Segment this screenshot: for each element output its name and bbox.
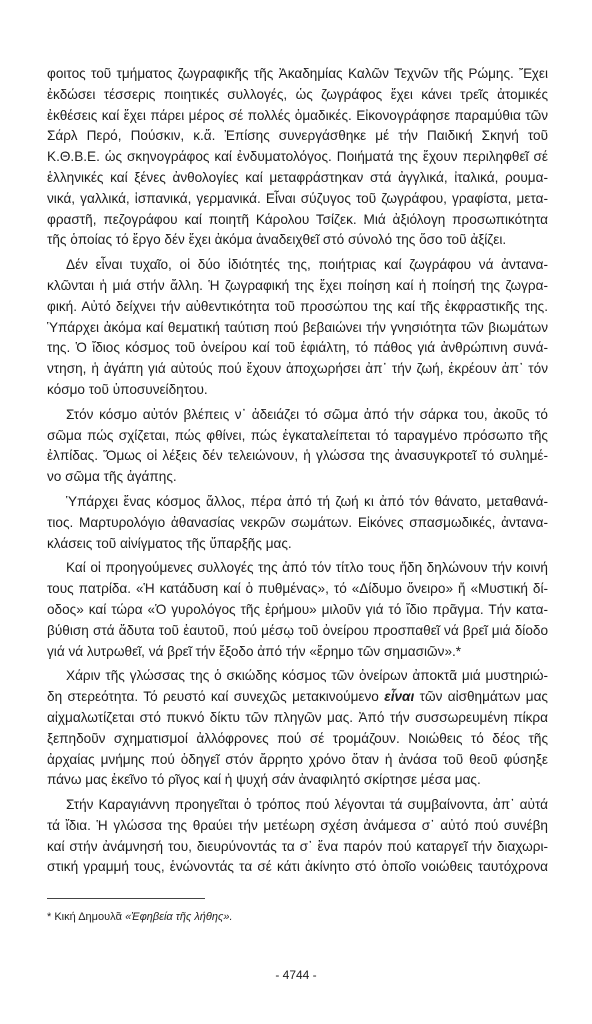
text-line	[47, 467, 548, 488]
footnote	[47, 909, 233, 925]
paragraph	[47, 64, 548, 251]
text-line	[47, 446, 548, 467]
line-text: ἐκδώσει τέσσερις ποιητικές συλλογές, ὡς ζωγράφος ἔχει κάνει τρεῖς ἀτομικές	[47, 86, 548, 102]
footnote-title: «Ἐφηβεία τῆς λήθης».	[125, 911, 233, 923]
paragraph	[47, 255, 548, 401]
text-line	[47, 600, 548, 621]
line-segment: τῶν αἰσθημάτων μας	[414, 689, 548, 705]
line-text: βύθιση στά ἄδυτα τοῦ ἑαυτοῦ, πού μέσῳ τοῦ ὀνείρου προσπαθεῖ νά βρεῖ μιά δίοδο	[47, 622, 548, 638]
text-line	[47, 210, 548, 231]
line-text: Δέν εἶναι τυχαῖο, οἱ δύο ἰδιότητές της, ποιήτριας καί ζωγράφου νά ἀντανα-	[66, 257, 548, 273]
text-line	[47, 857, 548, 878]
line-text: Σάρλ Περό, Πούσκιν, κ.ἄ. Ἐπίσης συνεργάσθηκε μέ τήν Παιδική Σκηνή τοῦ	[47, 128, 548, 144]
text-line	[47, 230, 548, 251]
line-text: τους πατρίδα. «Ἡ κατάδυση καί ὁ πυθμένας», τό «Δίδυμο ὄνειρο» ἤ «Μυστική δί-	[47, 581, 548, 597]
line-text: Χάριν τῆς γλώσσας της ὁ σκιώδης κόσμος τῶν ὀνείρων ἀποκτᾶ μιά μυστηριώ-	[66, 668, 548, 684]
line-text: κόσμο τοῦ ὑποσυνείδητου.	[47, 381, 208, 397]
text-line	[47, 426, 548, 447]
line-text: Ὑπάρχει ἕνας κόσμος ἄλλος, πέρα ἀπό τή ζωή κι ἀπό τόν θάνατο, μεταθανά-	[66, 493, 548, 509]
text-line	[47, 405, 548, 426]
line-text: τιος. Μαρτυρολόγιο ἀθανασίας νεκρῶν σωμάτων. Εἰκόνες σπασμωδικές, ἀντανα-	[47, 514, 548, 530]
line-text: της. Ὁ ἴδιος κόσμος τοῦ ὀνείρου καί τοῦ ἐφιάλτη, τό πάθος γιά ἀνθρώπινη συνά-	[47, 340, 548, 356]
text-line	[47, 513, 548, 534]
paragraph	[47, 558, 548, 662]
text-line	[47, 770, 548, 791]
line-text: ντηση, ἡ ἀγάπη γιά αὐτούς πού ἔχουν ἀποχωρήσει ἀπ᾽ τήν ζωή, ἐκρέουν ἀπ᾽ τόν	[47, 361, 548, 377]
footnote-marker: *	[47, 911, 52, 923]
text-line	[47, 816, 548, 837]
line-text: αἰχμαλωτίζεται στό πυκνό δίκτυ τῶν πληγῶν μας. Ἀπό τήν συσσωρευμένη πίκρα	[47, 709, 548, 725]
page-body	[47, 64, 548, 878]
line-text: ἐκθέσεις καί ἔχει πάρει μέρος σέ πολλές ὁμαδικές. Εἰκονογράφησε παραμύθια τῶν	[47, 107, 548, 123]
line-text: ἑλληνικές καί ξένες ἀνθολογίες καί μεταφράστηκαν στά ἀγγλικά, ἰταλικά, ρουμα-	[47, 169, 548, 185]
text-line	[47, 297, 548, 318]
line-segment: δη στερεότητα. Τό ρευστό καί συνεχῶς μετακινούμενο	[47, 689, 385, 705]
text-line	[47, 359, 548, 380]
text-line	[47, 534, 548, 555]
line-text: κλῶνται ἡ μιά στήν ἄλλη. Ἡ ζωγραφική της ἔχει ποίηση καί ἡ ποίησή της ζωγρα-	[47, 277, 548, 293]
line-text: ἐλπίδας. Ὅμως οἱ λέξεις δέν τελειώνουν, ἡ γλώσσα της ἀνασυγκροτεῖ τό συλημέ-	[47, 448, 548, 464]
line-text: φική. Αὐτό δείχνει τήν αὐθεντικότητα τοῦ προσώπου της καί τῆς ἐκφραστικῆς της.	[47, 298, 548, 314]
paragraph	[47, 666, 548, 791]
line-text: τῆς ὁποίας τό ἔργο δέν ἔχει ἀκόμα ἀναδειχθεῖ στό σύνολό της ὅσο τοῦ ἀξίζει.	[47, 232, 507, 248]
text-line	[47, 255, 548, 276]
line-text: ξεπηδοῦν σχηματισμοί ἀλλόφρονες πού σέ τρομάζουν. Νοιώθεις τό δέος τῆς	[47, 730, 548, 746]
text-line	[47, 687, 548, 708]
text-line	[47, 85, 548, 106]
line-text: φραστῆ, πεζογράφου καί ποιητῆ Κάρολου Τσίζεκ. Μιά ἀξιόλογη προσωπικότητα	[47, 211, 548, 227]
paragraph	[47, 405, 548, 488]
text-line	[47, 318, 548, 339]
line-text: Ὑπάρχει ἀκόμα καί θεματική ταύτιση πού βεβαιώνει τήν γνησιότητα τῶν βιωμάτων	[47, 319, 548, 335]
line-text: Στήν Καραγιάννη προηγεῖται ὁ τρόπος πού λέγονται τά συμβαίνοντα, ἀπ᾽ αὐτά	[66, 797, 548, 813]
text-line	[47, 380, 548, 401]
text-line	[47, 750, 548, 771]
text-line	[47, 837, 548, 858]
line-text: καί στήν ἀνάμνησή του, διευρύνοντάς τα σ᾽ ἕνα παρόν πού καταργεῖ τήν διαχωρι-	[47, 838, 548, 854]
line-text: νο σῶμα τῆς ἀγάπης.	[47, 469, 177, 485]
text-line	[47, 729, 548, 750]
paragraph	[47, 795, 548, 878]
line-text: κλάσεις τοῦ αἰνίγματος τῆς ὕπαρξῆς μας.	[47, 535, 292, 551]
text-line	[47, 579, 548, 600]
line-text: Στόν κόσμο αὐτόν βλέπεις ν᾽ ἀδειάζει τό σῶμα ἀπό τήν σάρκα του, ἀκοῦς τό	[66, 406, 548, 422]
line-text: φοιτος τοῦ τμήματος ζωγραφικῆς τῆς Ἀκαδημίας Καλῶν Τεχνῶν τῆς Ρώμης. Ἔχει	[47, 66, 548, 81]
line-text: πάνω μας ἐκεῖνο τό ρῖγος καί ἡ ψυχή σάν ἀναφιλητό σκίρτησε μέσα μας.	[47, 772, 481, 788]
text-line	[47, 168, 548, 189]
text-line	[47, 106, 548, 127]
footnote-rule	[47, 898, 205, 899]
text-line	[47, 189, 548, 210]
emphasized-word: εἶναι	[384, 689, 415, 705]
line-text: Κ.Θ.Β.Ε. ὡς σκηνογράφος καί ἐνδυματολόγος. Ποιήματά της ἔχουν περιληφθεῖ σέ	[47, 149, 548, 165]
line-text: γιά νά λυτρωθεῖ, νά βρεῖ τήν ἔξοδο ἀπό τήν «ἔρημο τῶν σημασιῶν».*	[47, 643, 462, 659]
page-number: - 4744 -	[275, 968, 317, 982]
paragraph	[47, 492, 548, 554]
line-text: σῶμα πώς σχίζεται, πώς φθίνει, πώς ἐγκαταλείπεται τό ταραγμένο πρόσωπο τῆς	[47, 427, 548, 443]
text-line	[47, 642, 548, 663]
line-text: στική γραμμή τους, ἑνώνοντάς τα σέ κάτι ἀκίνητο στό ὁποῖο νοιώθεις ταυτόχρονα	[47, 859, 548, 875]
text-line	[47, 147, 548, 168]
text-line	[47, 126, 548, 147]
footnote-author: Κική Δημουλᾶ	[54, 911, 122, 923]
text-line	[47, 558, 548, 579]
text-line	[47, 338, 548, 359]
line-text: τά ἴδια. Ἡ γλώσσα της θραύει τήν μετέωρη σχέση ἀνάμεσα σ᾽ αὐτό πού συνέβη	[47, 817, 548, 833]
line-text: ἀρχαίας μνήμης πού ὁδηγεῖ στόν ἄρρητο χρόνο ὅταν ἡ ἀνάσα τοῦ θεοῦ φύσηξε	[47, 751, 548, 767]
text-line	[47, 276, 548, 297]
text-line	[47, 708, 548, 729]
line-text: οδος» καί τώρα «Ὁ γυρολόγος τῆς ἐρήμου» μιλοῦν γιά τό ἴδιο πρᾶγμα. Τήν κατα-	[47, 601, 548, 617]
line-text: Καί οἱ προηγούμενες συλλογές της ἀπό τόν τίτλο τους ἤδη δηλώνουν τήν κοινή	[66, 560, 548, 576]
text-line	[47, 795, 548, 816]
text-line	[47, 64, 548, 85]
line-text: νικά, γαλλικά, ἱσπανικά, γερμανικά. Εἶναι σύζυγος τοῦ ζωγράφου, γραφίστα, μετα-	[47, 190, 548, 206]
text-line	[47, 666, 548, 687]
text-line	[47, 492, 548, 513]
text-line	[47, 621, 548, 642]
line-text	[47, 687, 548, 708]
